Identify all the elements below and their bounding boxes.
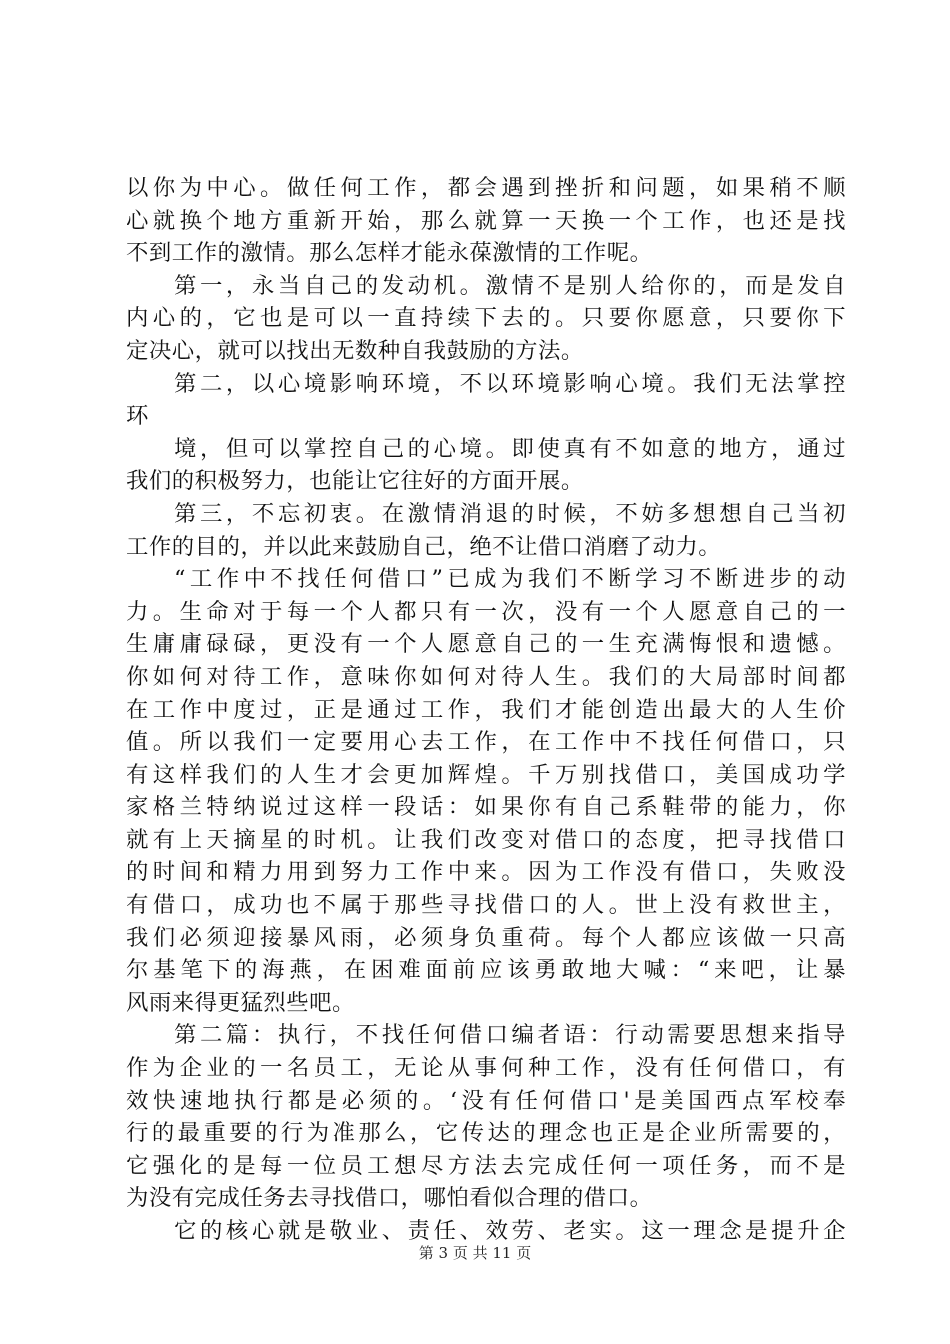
page-number-indicator: 第 3 页 共 11 页 [418,1244,532,1262]
text-line: 第三，不忘初衷。在激情消退的时候，不妨多想想自己当初 [174,500,846,527]
text-line: 在工作中度过，正是通过工作，我们才能创造出最大的人生价 [126,696,846,723]
text-line: 我们必须迎接暴风雨，必须身负重荷。每个人都应该做一只高 [126,924,846,951]
text-line: 不到工作的激情。那么怎样才能永葆激情的工作呢。 [126,240,653,267]
text-line: 有借口，成功也不属于那些寻找借口的人。世上没有救世主， [126,892,846,919]
text-line: 为没有完成任务去寻找借口，哪怕看似合理的借口。 [126,1185,653,1212]
text-line: 的时间和精力用到努力工作中来。因为工作没有借口，失败没 [126,859,846,886]
text-line: 我们的积极努力，也能让它往好的方面开展。 [126,468,584,495]
text-line: 风雨来得更猛烈些吧。 [126,989,355,1016]
text-line: 工作的目的，并以此来鼓励自己，绝不让借口消磨了动力。 [126,533,722,560]
text-line: 就有上天摘星的时机。让我们改变对借口的态度，把寻找借口 [126,826,846,853]
text-line: 环 [126,403,149,430]
text-line: 行的最重要的行为准那么，它传达的理念也正是企业所需要的， [126,1120,846,1147]
text-line: 值。所以我们一定要用心去工作，在工作中不找任何借口，只 [126,729,846,756]
text-line: 它的核心就是敬业、责任、效劳、老实。这一理念是提升企 [174,1218,846,1244]
text-line: 第二，以心境影响环境，不以环境影响心境。我们无法掌控 [174,370,846,397]
text-line: 它强化的是每一位员工想尽方法去完成任何一项任务，而不是 [126,1152,846,1179]
page-footer [0,1242,950,1264]
text-line: 定决心，就可以找出无数种自我鼓励的方法。 [126,337,584,364]
text-line: 心就换个地方重新开始，那么就算一天换一个工作，也还是找 [126,207,846,234]
text-line: 你如何对待工作，意味你如何对待人生。我们的大局部时间都 [126,663,846,690]
text-line: “工作中不找任何借口”已成为我们不断学习不断进步的动 [174,566,846,593]
document-body [126,172,846,1248]
text-line: 内心的，它也是可以一直持续下去的。只要你愿意，只要你下 [126,305,846,332]
text-line: 以你为中心。做任何工作，都会遇到挫折和问题，如果稍不顺 [126,175,846,201]
text-line: 有这样我们的人生才会更加辉煌。千万别找借口，美国成功学 [126,761,846,788]
text-line: 境，但可以掌控自己的心境。即使真有不如意的地方，通过 [174,435,846,462]
text-line: 尔基笔下的海燕，在困难面前应该勇敢地大喊：“来吧，让暴 [126,957,846,984]
text-line: 力。生命对于每一个人都只有一次，没有一个人愿意自己的一 [126,598,846,625]
text-line: 家格兰特纳说过这样一段话：如果你有自己系鞋带的能力，你 [126,794,846,821]
text-line: 第一，永当自己的发动机。激情不是别人给你的，而是发自 [174,272,846,299]
text-line: 效快速地执行都是必须的。‘没有任何借口'是美国西点军校奉 [126,1087,846,1114]
text-line: 生庸庸碌碌，更没有一个人愿意自己的一生充满悔恨和遗憾。 [126,631,846,658]
text-line: 作为企业的一名员工，无论从事何种工作，没有任何借口，有 [126,1055,846,1082]
text-line: 第二篇：执行，不找任何借口编者语：行动需要思想来指导 [174,1022,846,1049]
